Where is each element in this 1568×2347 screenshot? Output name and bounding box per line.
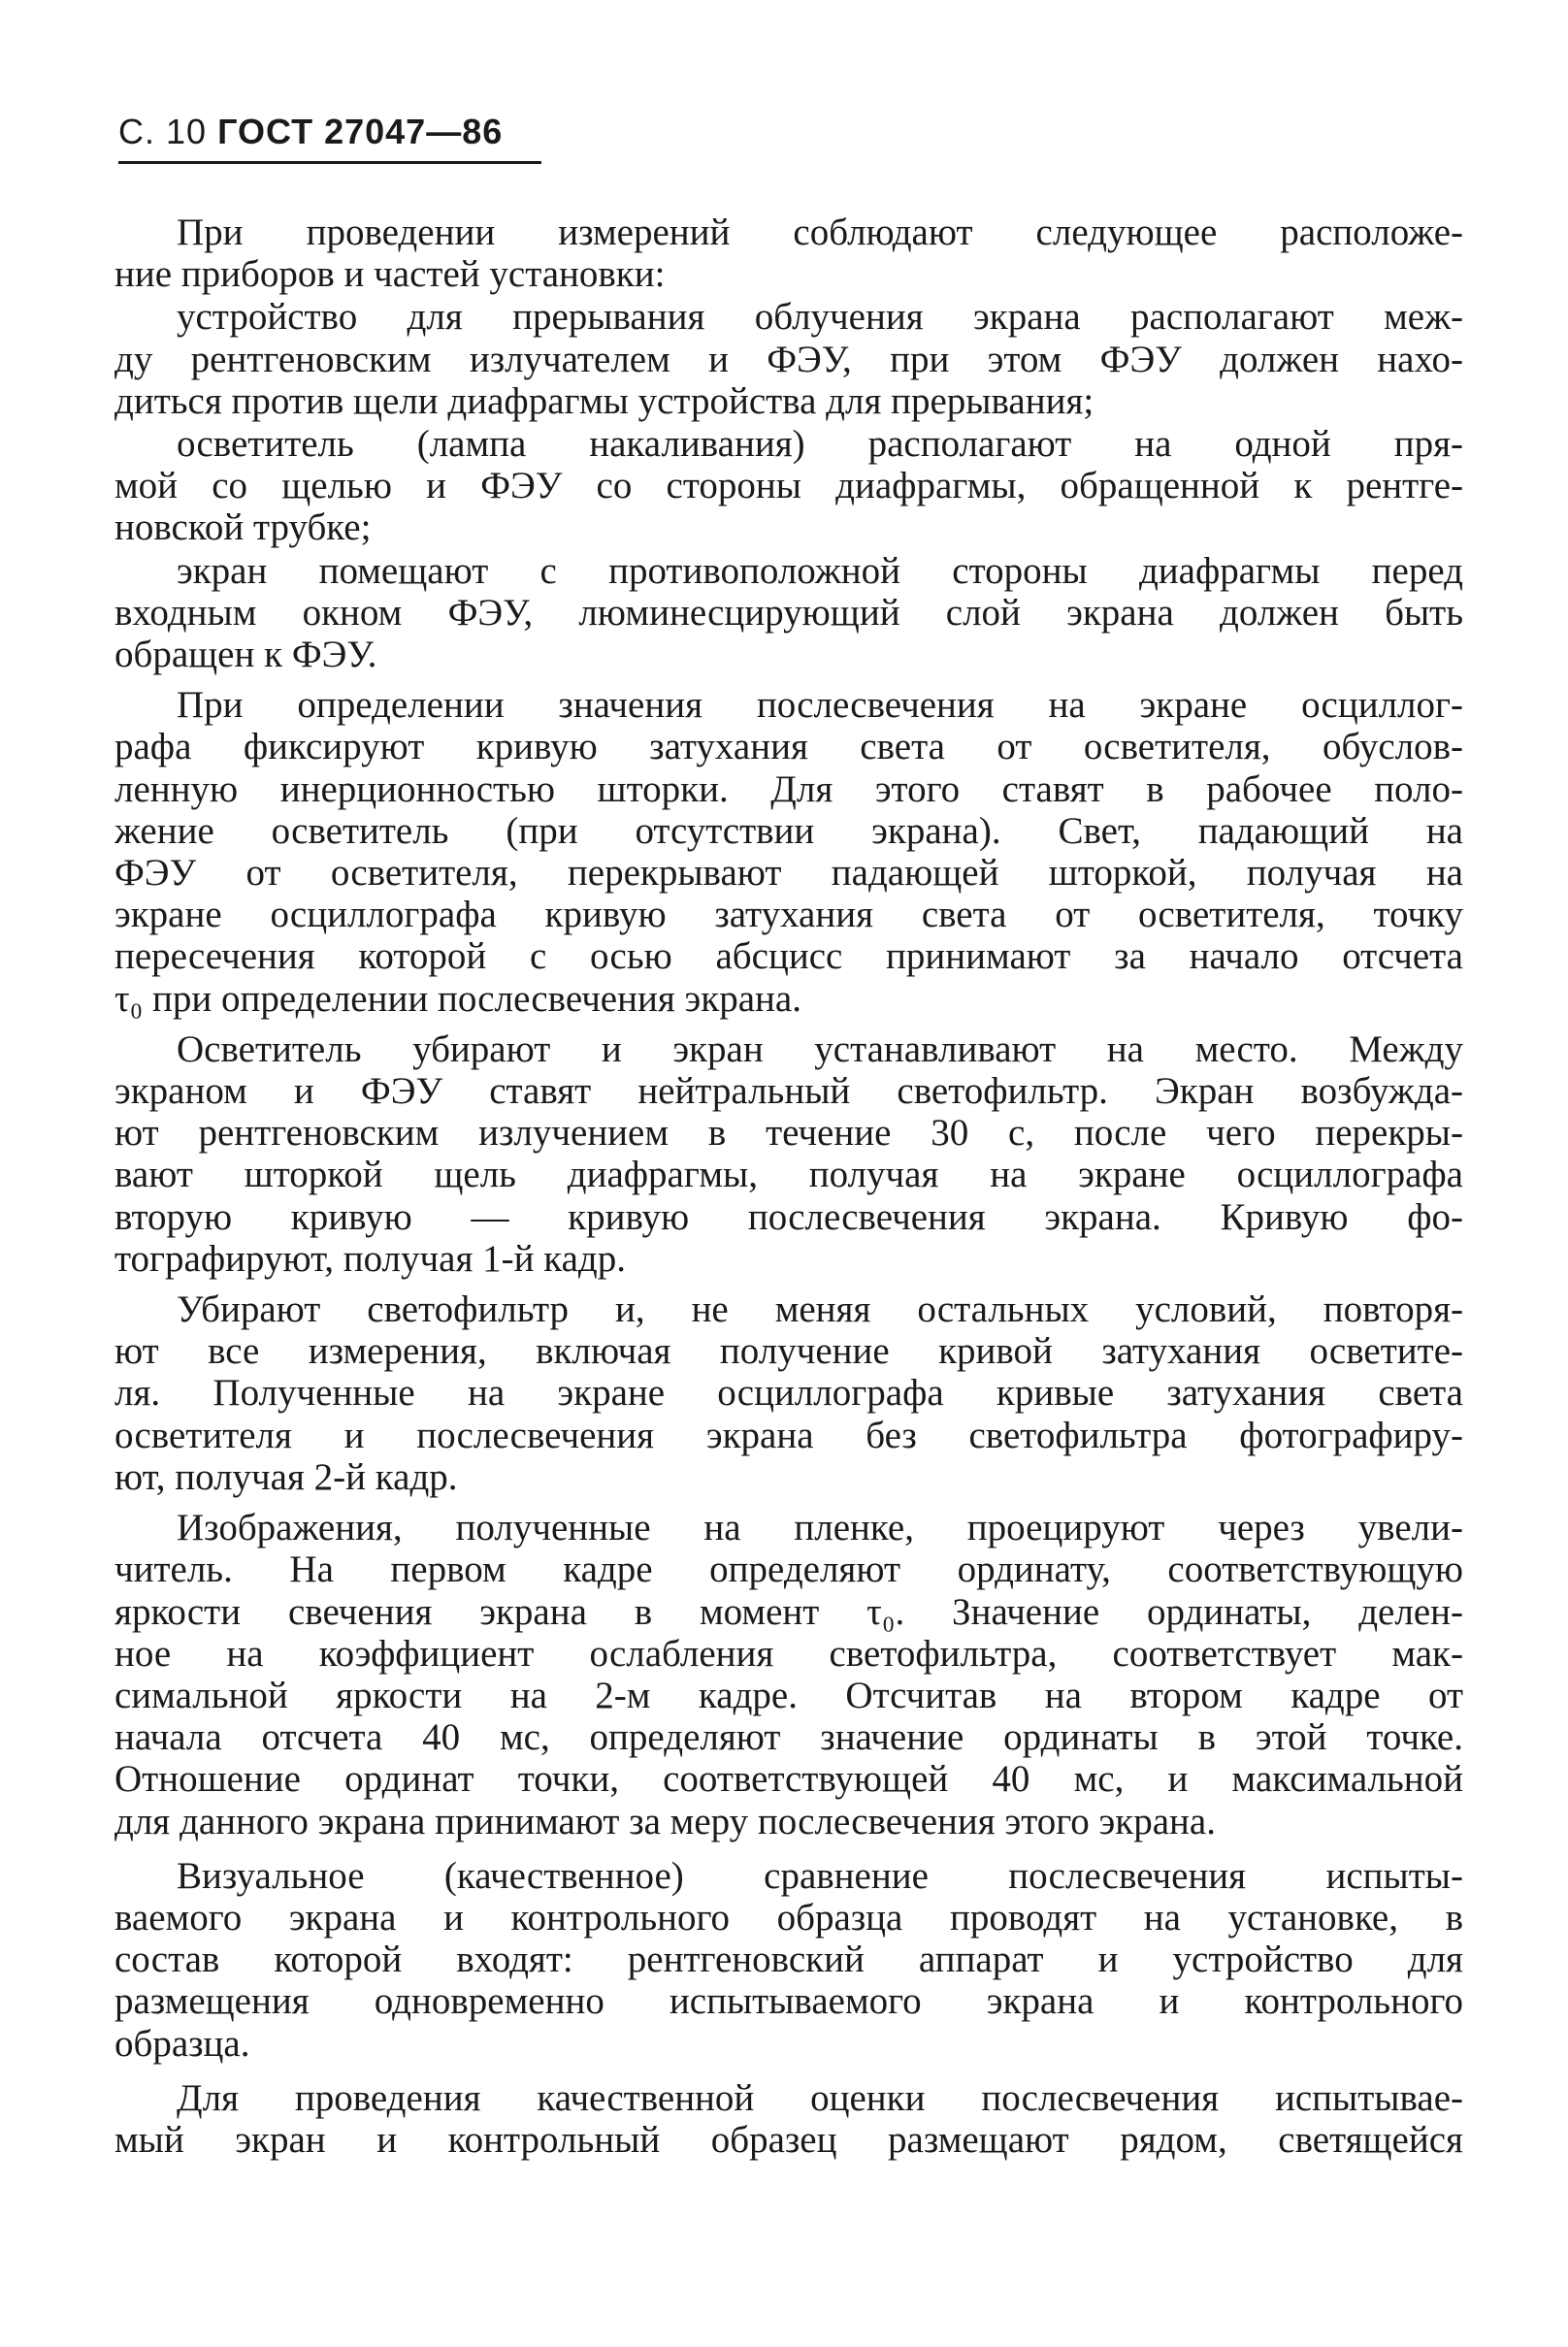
text-line: жение осветитель (при отсутствии экрана). Свет, падающий на [114,809,1463,852]
text-line: ду рентгеновским излучателем и ФЭУ, при этом ФЭУ должен нахо- [114,338,1463,380]
text-line: симальной яркости на 2-м кадре. Отсчитав на втором кадре от [114,1674,1463,1716]
text-line: мой со щелью и ФЭУ со стороны диафрагмы, обращенной к рентге- [114,465,1463,507]
text-line: Визуальное (качественное) сравнение послесвечения испыты- [177,1854,1463,1897]
text-line: При определении значения послесвечения на экране осциллог- [177,684,1463,727]
paragraph [114,2077,1463,2161]
text-line: ное на коэффициент ослабления светофильтра, соответствует мак- [114,1632,1463,1675]
text-line: вают шторкой щель диафрагмы, получая на экране осциллографа [114,1154,1463,1196]
paragraph [114,1855,1463,2065]
standard-number: ГОСТ 27047—86 [217,112,504,151]
text-line: Отношение ординат точки, соответствующей 40 мс, и максимальной [114,1758,1463,1801]
paragraph [114,684,1463,1020]
text-line: экран помещают с противоположной стороны диафрагмы перед [177,549,1463,592]
text-line: ние приборов и частей установки: [114,253,666,296]
text-line: размещения одновременно испытываемого экрана и контрольного [114,1980,1463,2023]
text-line: новской трубке; [114,506,372,549]
text-line: начала отсчета 40 мс, определяют значение ординаты в этой точке. [114,1716,1463,1759]
text-line: образца. [114,2022,250,2065]
text-line: Для проведения качественной оценки послесвечения испытывае- [177,2076,1463,2119]
paragraph [114,550,1463,676]
text-line: пересечения которой с осью абсцисс принимают за начало отсчета [114,935,1463,978]
text-line: осветителя и послесвечения экрана без светофильтра фотографиру- [114,1414,1463,1456]
paragraph [114,1028,1463,1280]
text-line: ленную инерционностью шторки. Для этого ставят в рабочее поло- [114,767,1463,810]
text-line: τ₀ при определении послесвечения экрана. [114,977,801,1020]
paragraph [114,1507,1463,1842]
text-line: тографируют, получая 1-й кадр. [114,1237,626,1280]
text-line: яркости свечения экрана в момент τ₀. Значение ординаты, делен- [114,1590,1463,1633]
body-text [114,212,1463,2161]
text-line: экране осциллографа кривую затухания света от осветителя, точку [114,894,1463,936]
text-line: осветитель (лампа накаливания) располагают на одной пря- [177,423,1463,466]
text-line: устройство для прерывания облучения экрана располагают меж- [177,296,1463,339]
text-line: Изображения, полученные на пленке, проецируют через увели- [177,1507,1463,1549]
text-line: обращен к ФЭУ. [114,634,377,676]
text-line: вторую кривую — кривую послесвечения экрана. Кривую фо- [114,1195,1463,1238]
page-header [118,109,541,155]
header-rule [118,161,541,164]
paragraph [114,423,1463,549]
text-line: ФЭУ от осветителя, перекрывают падающей шторкой, получая на [114,852,1463,895]
text-line: читель. На первом кадре определяют ординату, соответствующую [114,1548,1463,1591]
text-line: состав которой входят: рентгеновский аппарат и устройство для [114,1939,1463,1981]
text-line: ля. Полученные на экране осциллографа кривые затухания света [114,1372,1463,1415]
text-line: рафа фиксируют кривую затухания света от осветителя, обуслов- [114,726,1463,768]
text-line: При проведении измерений соблюдают следующее расположе- [177,212,1463,253]
paragraph [114,296,1463,422]
text-line: ют все измерения, включая получение кривой затухания осветите- [114,1330,1463,1373]
page-number: С. 10 [118,112,208,151]
text-line: ют рентгеновским излучением в течение 30 с, после чего перекры- [114,1112,1463,1155]
text-line: Убирают светофильтр и, не меняя остальных условий, повторя- [177,1288,1463,1331]
text-line: диться против щели диафрагмы устройства для прерывания; [114,379,1094,422]
text-line: входным окном ФЭУ, люминесцирующий слой экрана должен быть [114,591,1463,634]
text-line: ют, получая 2-й кадр. [114,1455,458,1498]
text-line: экраном и ФЭУ ставят нейтральный светофильтр. Экран возбужда- [114,1070,1463,1113]
text-line: мый экран и контрольный образец размещают рядом, светящейся [114,2118,1463,2161]
text-line: Осветитель убирают и экран устанавливают на место. Между [177,1027,1463,1070]
text-line: ваемого экрана и контрольного образца проводят на установке, в [114,1896,1463,1939]
text-line: для данного экрана принимают за меру послесвечения этого экрана. [114,1800,1216,1842]
paragraph [114,212,1463,295]
paragraph [114,1288,1463,1498]
